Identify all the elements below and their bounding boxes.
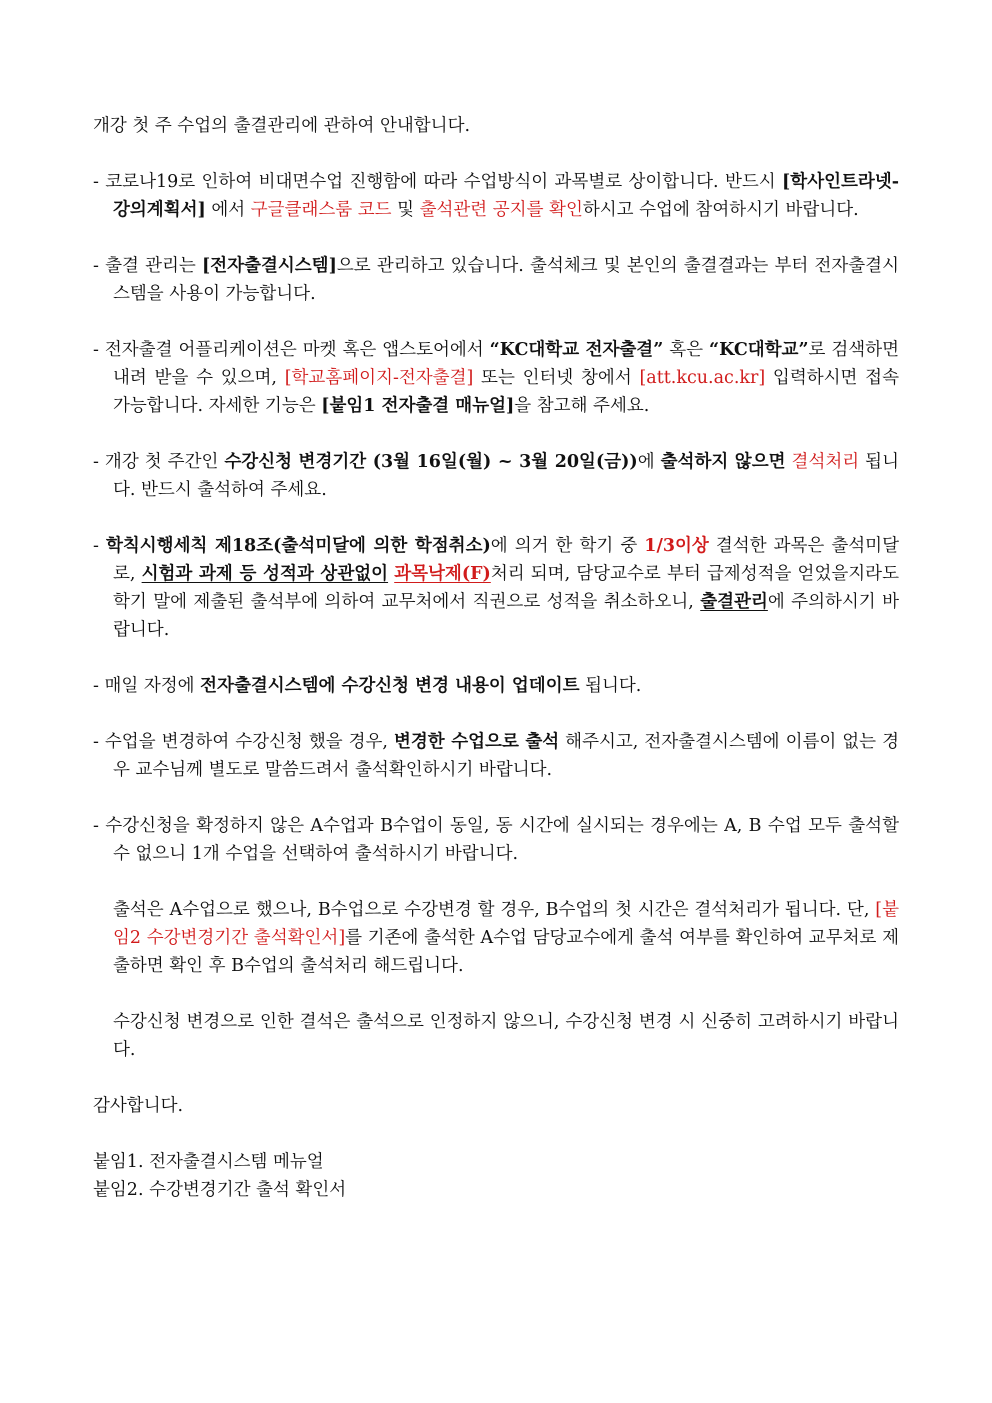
text: - 매일 자정에 [93, 676, 201, 696]
text: - 개강 첫 주간인 [93, 452, 225, 472]
emphasis-underline: 시험과 과제 등 성적과 상관없이 [141, 564, 389, 584]
text: 을 참고해 주세요. [514, 396, 650, 416]
emphasis-underline: 출결관리 [700, 592, 768, 612]
text: 에 의거 한 학기 중 [490, 536, 645, 556]
highlight: 출석관련 공지를 확인 [419, 200, 583, 220]
text: 및 [391, 200, 420, 220]
emphasis: “KC대학교” [709, 340, 809, 360]
emphasis: 전자출결시스템에 수강신청 변경 내용이 업데이트 [200, 676, 580, 696]
text: - [93, 536, 106, 556]
highlight: [학교홈페이지-전자출결] [284, 368, 474, 388]
notice-document [93, 112, 899, 1204]
text: 으로 관리하고 있습니다. 출석체크 및 본인의 출결결과는 부터 전자출결시스템을 사용이 가능합니다. [113, 256, 899, 304]
thanks-line: 감사합니다. [93, 1096, 184, 1116]
highlight: 구글클래스룸 코드 [250, 200, 392, 220]
text: - 출결 관리는 [93, 256, 202, 276]
attachment-1: 붙임1. 전자출결시스템 메뉴얼 [93, 1152, 324, 1172]
intro-line: 개강 첫 주 수업의 출결관리에 관하여 안내합니다. [93, 116, 471, 136]
text: 를 기존에 출석한 A수업 담당교수에게 출석 여부를 확인하여 교무처로 제출하면 확인 후 B수업의 출석처리 해드립니다. [113, 928, 899, 976]
text: 혹은 [663, 340, 710, 360]
emphasis: 변경한 수업으로 출석 [394, 732, 560, 752]
text: 됩니다. [579, 676, 642, 696]
sub-paragraph-1 [93, 896, 899, 980]
text: 에 주의하시기 바랍니다. [113, 592, 899, 640]
emphasis: [붙임1 전자출결 매뉴얼] [321, 396, 515, 416]
notice-item-2 [93, 252, 899, 308]
highlight-url: [att.kcu.ac.kr] [639, 368, 766, 388]
notice-item-4 [93, 448, 899, 504]
attachment-2: 붙임2. 수강변경기간 출석 확인서 [93, 1180, 347, 1200]
text: - 수업을 변경하여 수강신청 했을 경우, [93, 732, 394, 752]
text: 결석한 과목은 출석미달로, [113, 536, 899, 584]
highlight: 1/3이상 [644, 536, 709, 556]
emphasis: “KC대학교 전자출결” [489, 340, 664, 360]
notice-item-6 [93, 672, 899, 700]
emphasis: [학사인트라넷-강의계획서] [113, 172, 899, 220]
text: 하시고 수업에 참여하시기 바랍니다. [582, 200, 859, 220]
sub-paragraph-2: 수강신청 변경으로 인한 결석은 출석으로 인정하지 않으니, 수강신청 변경 시 신중히 고려하시기 바랍니다. [113, 1012, 899, 1060]
text: 에서 [205, 200, 251, 220]
text: 로 검색하면 내려 받을 수 있으며, [113, 340, 900, 388]
emphasis: 출석하지 않으면 [660, 452, 786, 472]
text: 출석은 A수업으로 했으나, B수업으로 수강변경 할 경우, B수업의 첫 시간은 결석처리가 됩니다. 단, [113, 900, 876, 920]
text: - 수강신청을 확정하지 않은 A수업과 B수업이 동일, 동 시간에 실시되는 경우에는 A, B 수업 모두 출석할 수 없으니 1개 수업을 선택하여 출석하시기 바랍니다. [93, 816, 899, 864]
emphasis: 수강신청 변경기간 (3월 16일(월) ~ 3월 20일(금)) [224, 452, 638, 472]
text: 됩니다. 반드시 출석하여 주세요. [113, 452, 899, 500]
notice-item-1 [93, 168, 899, 224]
notice-item-7 [93, 728, 899, 784]
emphasis: [전자출결시스템] [201, 256, 337, 276]
notice-item-5 [93, 532, 899, 644]
text: 처리 되며, 담당교수로 부터 급제성적을 얻었을지라도 학기 말에 제출된 출석부에 의하여 교무처에서 직권으로 성적을 취소하오니, [113, 564, 899, 612]
text: - 코로나19로 인하여 비대면수업 진행함에 따라 수업방식이 과목별로 상이합니다. 반드시 [93, 172, 783, 192]
emphasis: 학칙시행세칙 제18조(출석미달에 의한 학점취소) [105, 536, 491, 556]
notice-item-3 [93, 336, 899, 420]
text: 에 [637, 452, 661, 472]
text: 해주시고, 전자출결시스템에 이름이 없는 경우 교수님께 별도로 말씀드려서 출석확인하시기 바랍니다. [113, 732, 899, 780]
notice-item-8 [93, 812, 899, 868]
highlight: [붙임2 수강변경기간 출석확인서] [113, 900, 899, 948]
highlight-underline: 과목낙제(F) [394, 564, 491, 584]
text: 또는 인터넷 창에서 [473, 368, 640, 388]
text: 입력하시면 접속 가능합니다. 자세한 기능은 [113, 368, 899, 416]
text: - 전자출결 어플리케이션은 마켓 혹은 앱스토어에서 [93, 340, 490, 360]
highlight: 결석처리 [791, 452, 860, 472]
